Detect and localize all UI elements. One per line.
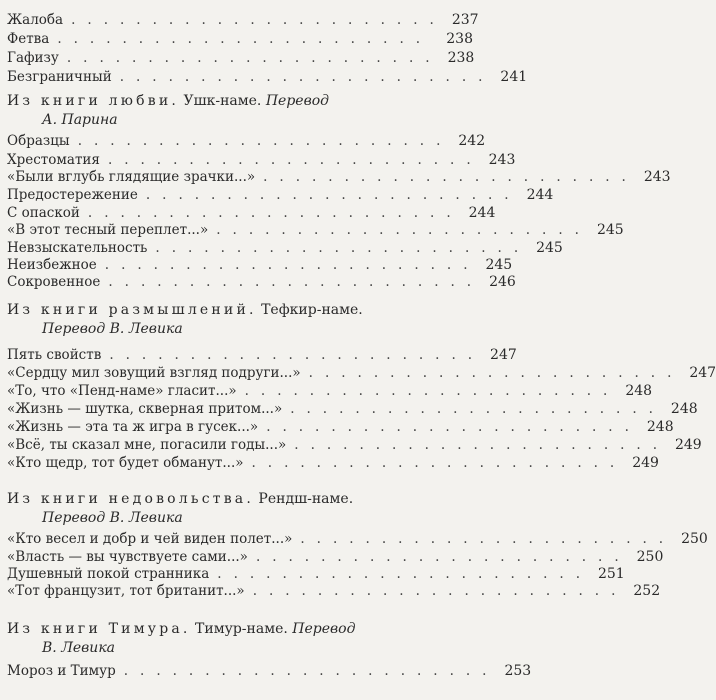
toc-entry [7, 454, 659, 471]
section-subtitle: Рендш-наме. [253, 491, 354, 507]
dot-leader: ....................... [251, 455, 627, 471]
toc-entry [7, 364, 716, 381]
dot-leader: ....................... [123, 663, 499, 679]
entry-title: «Были вглубь глядящие зрачки...» [7, 169, 256, 185]
entry-page: 248 [646, 419, 674, 435]
toc-entry [7, 400, 698, 417]
entry-title: «Тот французит, тот британит...» [7, 583, 245, 599]
toc-entry [7, 256, 513, 273]
entry-title: «Жизнь — шутка, скверная притом...» [7, 401, 283, 417]
section-heading [7, 301, 473, 339]
entry-page: 243 [488, 152, 516, 168]
dot-leader: ....................... [108, 274, 484, 290]
toc-entry [7, 132, 486, 149]
entry-page: 238 [447, 50, 475, 66]
entry-page: 244 [526, 187, 554, 203]
dot-leader: ....................... [145, 187, 521, 203]
dot-leader: ....................... [308, 365, 684, 381]
toc-entry [7, 662, 532, 679]
translator-name: В. Левика [42, 640, 116, 656]
section-subtitle: Тимур-наме. [190, 621, 288, 637]
dot-leader: ....................... [216, 222, 591, 238]
entry-page: 249 [632, 455, 659, 471]
entry-page: 253 [504, 663, 532, 679]
entry-page: 250 [681, 531, 708, 547]
entry-page: 243 [643, 169, 671, 185]
toc-entry [7, 151, 516, 168]
translator-name: Перевод В. Левика [42, 510, 183, 526]
entry-title: Хрестоматия [7, 152, 100, 168]
dot-leader: ....................... [107, 152, 483, 168]
toc-entry [7, 418, 674, 435]
translator-name: Перевод В. Левика [42, 321, 183, 337]
entry-title: Сокровенное [7, 274, 101, 290]
toc-entry [7, 11, 479, 28]
dot-leader: ....................... [155, 240, 531, 256]
dot-leader: ....................... [290, 401, 665, 417]
toc-entry [7, 273, 516, 290]
dot-leader: ....................... [104, 257, 480, 273]
entry-page: 248 [670, 401, 698, 417]
section-name: Из книги размышлений. [7, 302, 257, 318]
entry-page: 252 [633, 583, 661, 599]
toc-entry [7, 68, 528, 85]
entry-page: 251 [597, 566, 625, 582]
entry-title: Неизбежное [7, 257, 97, 273]
entry-title: «Жизнь — эта та ж игра в гусек...» [7, 419, 259, 435]
entry-title: Гафизу [7, 50, 59, 66]
entry-page: 247 [490, 347, 517, 363]
toc-entry [7, 530, 708, 547]
entry-title: Предостережение [7, 187, 138, 203]
dot-leader: ....................... [87, 205, 463, 221]
toc-entry [7, 582, 661, 599]
entry-title: Пять свойств [7, 347, 102, 363]
entry-page: 246 [489, 274, 516, 290]
dot-leader: ....................... [71, 12, 446, 28]
toc-entry [7, 548, 664, 565]
entry-page: 237 [451, 12, 479, 28]
entry-page: 248 [625, 383, 653, 399]
dot-leader: ....................... [57, 31, 433, 47]
entry-page: 249 [674, 437, 702, 453]
dot-leader: ....................... [66, 50, 442, 66]
dot-leader: ....................... [266, 419, 641, 435]
entry-title: «Сердцу мил зовущий взгляд подруги...» [7, 365, 301, 381]
entry-title: «Всё, ты сказал мне, погасили годы...» [7, 437, 287, 453]
entry-title: «То, что «Пенд-наме» гласит...» [7, 383, 237, 399]
toc-entry [7, 168, 671, 185]
entry-page: 245 [485, 257, 513, 273]
toc-entry [7, 30, 473, 47]
dot-leader: ....................... [217, 566, 592, 582]
dot-leader: ....................... [77, 133, 453, 149]
entry-title: «В этот тесный переплет...» [7, 222, 209, 238]
entry-title: Жалоба [7, 12, 64, 28]
section-name: Из книги любви. [7, 93, 179, 109]
toc-entry [7, 565, 625, 582]
entry-page: 244 [468, 205, 496, 221]
dot-leader: ....................... [263, 169, 638, 185]
toc-entry [7, 436, 702, 453]
toc-entry [7, 186, 554, 203]
translator-label: Перевод [287, 621, 356, 637]
toc-entry [7, 382, 653, 399]
toc-entry [7, 204, 496, 221]
entry-page: 241 [500, 69, 528, 85]
entry-title: Фетва [7, 31, 50, 47]
dot-leader: ....................... [294, 437, 669, 453]
dot-leader: ....................... [244, 383, 620, 399]
dot-leader: ....................... [255, 549, 631, 565]
entry-title: Душевный покой странника [7, 566, 210, 582]
entry-page: 245 [536, 240, 563, 256]
section-subtitle: Ушк-наме. [179, 93, 262, 109]
toc-entry [7, 49, 473, 66]
entry-title: «Кто щедр, тот будет обманут...» [7, 455, 244, 471]
entry-title: Невзыскательность [7, 240, 148, 256]
entry-page: 247 [689, 365, 716, 381]
translator-name: А. Парина [42, 112, 118, 128]
translator-label: Перевод [261, 93, 330, 109]
section-heading [7, 92, 473, 130]
dot-leader: ....................... [119, 69, 495, 85]
entry-page: 242 [458, 133, 486, 149]
entry-title: «Кто весел и добр и чей виден полет...» [7, 531, 293, 547]
toc-entry [7, 221, 624, 238]
entry-title: С опаской [7, 205, 80, 221]
section-heading [7, 490, 473, 528]
toc-entry [7, 239, 563, 256]
entry-title: Безграничный [7, 69, 112, 85]
section-heading [7, 620, 473, 658]
entry-title: Мороз и Тимур [7, 663, 116, 679]
dot-leader: ....................... [109, 347, 485, 363]
entry-page: 238 [446, 31, 473, 47]
dot-leader: ....................... [252, 583, 628, 599]
toc-entry [7, 346, 517, 363]
section-name: Из книги Тимура. [7, 621, 191, 637]
entry-page: 245 [596, 222, 624, 238]
entry-title: Образцы [7, 133, 70, 149]
section-subtitle: Тефкир-наме. [256, 302, 363, 318]
entry-page: 250 [636, 549, 664, 565]
entry-title: «Власть — вы чувствуете сами...» [7, 549, 248, 565]
dot-leader: ....................... [300, 531, 676, 547]
section-name: Из книги недовольства. [7, 491, 254, 507]
